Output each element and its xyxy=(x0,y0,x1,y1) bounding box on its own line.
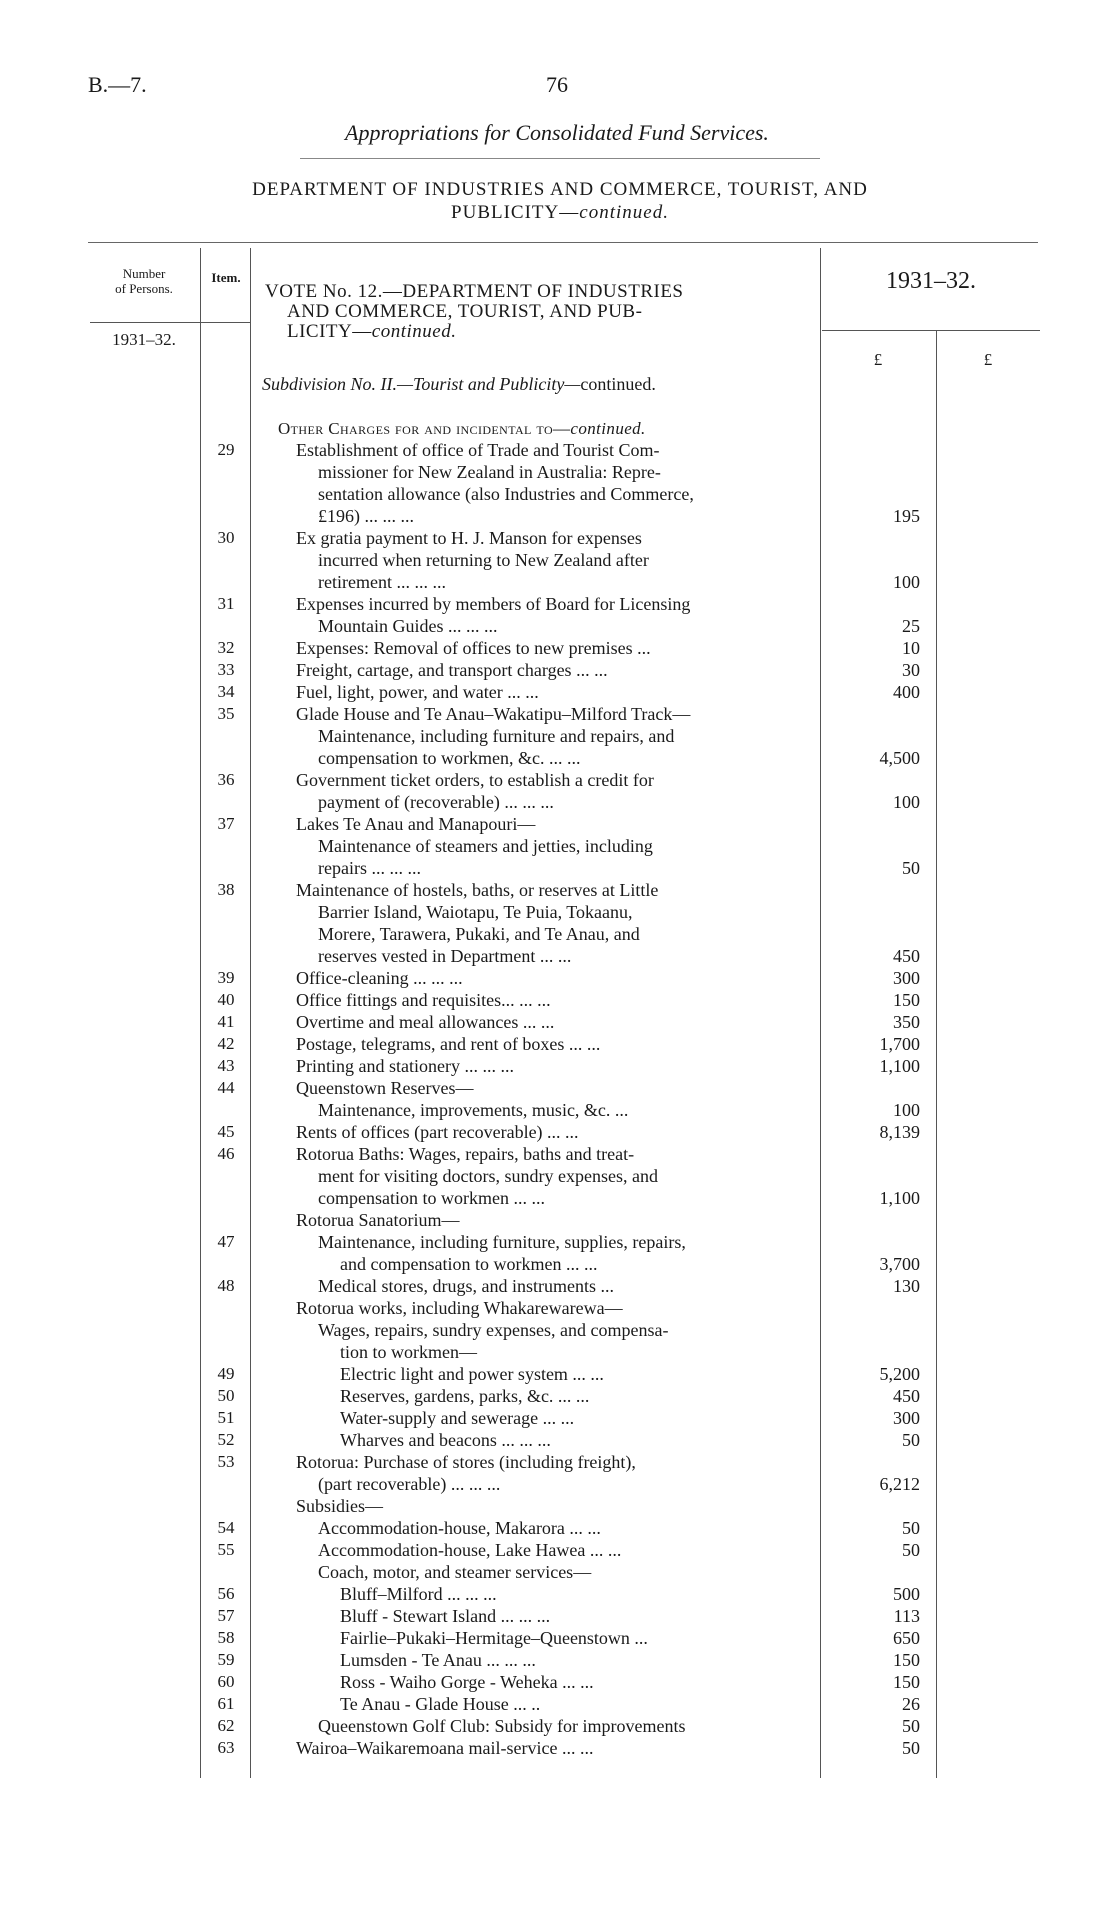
table-row xyxy=(0,1319,1114,1363)
item-number: 42 xyxy=(217,1034,235,1053)
item-description xyxy=(340,1649,806,1671)
table-row xyxy=(0,1539,1114,1561)
item-description xyxy=(340,1363,806,1385)
item-amount: 50 xyxy=(902,1716,920,1736)
description-line: £196) ... ... ... xyxy=(318,506,414,526)
year-header-rule xyxy=(822,330,1040,331)
table-row xyxy=(0,1495,1114,1517)
item-amount: 300 xyxy=(893,968,920,988)
description-line: Maintenance, including furniture and repairs, and xyxy=(318,726,675,746)
item-number: 32 xyxy=(217,638,235,657)
item-amount: 10 xyxy=(902,638,920,658)
description-line: Barrier Island, Waiotapu, Te Puia, Tokaanu, xyxy=(318,902,633,922)
persons-year-header: 1931–32. xyxy=(112,330,176,349)
item-description xyxy=(296,1143,806,1209)
description-line: and compensation to workmen ... ... xyxy=(340,1254,598,1274)
item-amount: 50 xyxy=(902,1540,920,1560)
item-number: 34 xyxy=(217,682,235,701)
department-continued: continued. xyxy=(579,202,669,223)
item-description xyxy=(296,1495,806,1517)
table-row xyxy=(0,637,1114,659)
item-number: 40 xyxy=(217,990,235,1009)
table-row xyxy=(0,1033,1114,1055)
item-description xyxy=(318,1319,806,1363)
table-row xyxy=(0,439,1114,527)
subdivision-continued: continued. xyxy=(580,374,656,394)
item-amount: 25 xyxy=(902,616,920,636)
description-line: Coach, motor, and steamer services— xyxy=(318,1562,592,1582)
vote-continued: continued. xyxy=(371,321,457,342)
description-line: reserves vested in Department ... ... xyxy=(318,946,572,966)
item-description xyxy=(318,1231,806,1275)
description-line: Queenstown Reserves— xyxy=(296,1078,474,1098)
item-amount: 150 xyxy=(893,990,920,1010)
item-number: 41 xyxy=(217,1012,235,1031)
item-description xyxy=(318,1275,806,1297)
item-number: 44 xyxy=(217,1078,235,1097)
description-line: Lakes Te Anau and Manapouri— xyxy=(296,814,536,834)
item-description xyxy=(296,1121,806,1143)
item-amount: 50 xyxy=(902,858,920,878)
table-row xyxy=(0,593,1114,637)
item-amount: 100 xyxy=(893,572,920,592)
table-row xyxy=(0,967,1114,989)
item-amount: 350 xyxy=(893,1012,920,1032)
section-heading-continued: continued. xyxy=(570,419,646,438)
table-row xyxy=(0,1275,1114,1297)
item-description xyxy=(340,1429,806,1451)
table-row xyxy=(0,1385,1114,1407)
item-description xyxy=(340,1693,806,1715)
item-number: 63 xyxy=(217,1738,235,1757)
item-number: 45 xyxy=(217,1122,235,1141)
item-number: 56 xyxy=(217,1584,235,1603)
item-description xyxy=(296,1055,806,1077)
item-amount: 8,139 xyxy=(879,1122,920,1142)
item-number: 54 xyxy=(217,1518,235,1537)
description-line: payment of (recoverable) ... ... ... xyxy=(318,792,554,812)
description-line: Maintenance, including furniture, supplies, repairs, xyxy=(318,1232,686,1252)
description-line: Bluff - Stewart Island ... ... ... xyxy=(340,1606,551,1626)
table-row xyxy=(0,769,1114,813)
description-line: Office-cleaning ... ... ... xyxy=(296,968,463,988)
table-row xyxy=(0,1517,1114,1539)
item-number: 33 xyxy=(217,660,235,679)
item-number: 46 xyxy=(217,1144,235,1163)
item-amount: 50 xyxy=(902,1518,920,1538)
table-row xyxy=(0,1693,1114,1715)
section-heading xyxy=(278,419,646,439)
persons-header-rule xyxy=(90,322,200,323)
vote-line-2: AND COMMERCE, TOURIST, AND PUB- xyxy=(287,301,643,322)
item-amount: 113 xyxy=(893,1606,920,1626)
description-line: Printing and stationery ... ... ... xyxy=(296,1056,514,1076)
description-line: Lumsden - Te Anau ... ... ... xyxy=(340,1650,536,1670)
item-amount: 1,700 xyxy=(879,1034,920,1054)
description-line: Subsidies— xyxy=(296,1496,384,1516)
section-heading-main: Other Charges for and incidental to— xyxy=(278,419,571,438)
item-header: Item. xyxy=(211,270,241,285)
item-description xyxy=(296,769,806,813)
description-line: Medical stores, drugs, and instruments ... xyxy=(318,1276,614,1296)
item-amount: 100 xyxy=(893,1100,920,1120)
item-description xyxy=(296,637,806,659)
item-amount: 100 xyxy=(893,792,920,812)
description-line: Wairoa–Waikaremoana mail-service ... ... xyxy=(296,1738,594,1758)
description-line: Rotorua: Purchase of stores (including freight), xyxy=(296,1452,636,1472)
item-amount: 26 xyxy=(902,1694,920,1714)
item-description xyxy=(340,1605,806,1627)
description-line: Water-supply and sewerage ... ... xyxy=(340,1408,575,1428)
number-of-persons-header xyxy=(90,266,198,296)
table-row xyxy=(0,1209,1114,1231)
amount-year-header: 1931–32. xyxy=(886,268,976,294)
description-line: Accommodation-house, Lake Hawea ... ... xyxy=(318,1540,622,1560)
item-amount: 300 xyxy=(893,1408,920,1428)
description-line: Maintenance of steamers and jetties, including xyxy=(318,836,653,856)
table-row xyxy=(0,1583,1114,1605)
item-amount: 450 xyxy=(893,946,920,966)
description-line: Government ticket orders, to establish a credit for xyxy=(296,770,654,790)
description-line: incurred when returning to New Zealand after xyxy=(318,550,649,570)
description-line: Ross - Waiho Gorge - Weheka ... ... xyxy=(340,1672,594,1692)
item-amount: 195 xyxy=(893,506,920,526)
item-amount: 6,212 xyxy=(879,1474,920,1494)
vote-line-3-main: LICITY— xyxy=(287,321,372,342)
description-line: Maintenance of hostels, baths, or reserves at Little xyxy=(296,880,659,900)
table-row xyxy=(0,1011,1114,1033)
description-line: Office fittings and requisites... ... ... xyxy=(296,990,551,1010)
table-row xyxy=(0,659,1114,681)
description-line: Establishment of office of Trade and Tourist Com- xyxy=(296,440,660,460)
item-amount: 50 xyxy=(902,1430,920,1450)
item-description xyxy=(296,967,806,989)
description-line: Overtime and meal allowances ... ... xyxy=(296,1012,555,1032)
item-number: 37 xyxy=(217,814,235,833)
number-of-persons-line-2: of Persons. xyxy=(115,281,173,296)
item-amount: 30 xyxy=(902,660,920,680)
table-row xyxy=(0,1649,1114,1671)
description-line: Electric light and power system ... ... xyxy=(340,1364,604,1384)
item-description xyxy=(296,439,806,527)
table-row xyxy=(0,681,1114,703)
title-rule xyxy=(300,158,820,159)
description-line: Rents of offices (part recoverable) ... ... xyxy=(296,1122,579,1142)
item-description xyxy=(296,593,806,637)
item-description xyxy=(296,1737,806,1759)
item-description xyxy=(340,1627,806,1649)
item-description xyxy=(318,1715,806,1737)
item-number: 59 xyxy=(217,1650,235,1669)
item-description xyxy=(340,1583,806,1605)
description-line: Rotorua works, including Whakarewarewa— xyxy=(296,1298,623,1318)
item-description xyxy=(318,1539,806,1561)
description-line: compensation to workmen, &c. ... ... xyxy=(318,748,581,768)
table-row xyxy=(0,1363,1114,1385)
description-line: Expenses: Removal of offices to new premises ... xyxy=(296,638,651,658)
item-description xyxy=(296,1033,806,1055)
table-row xyxy=(0,813,1114,879)
item-number: 35 xyxy=(217,704,235,723)
description-line: Ex gratia payment to H. J. Manson for expenses xyxy=(296,528,642,548)
item-amount: 50 xyxy=(902,1738,920,1758)
table-top-rule xyxy=(88,242,1038,243)
item-amount: 130 xyxy=(893,1276,920,1296)
description-line: Expenses incurred by members of Board for Licensing xyxy=(296,594,691,614)
table-row xyxy=(0,703,1114,769)
table-row xyxy=(0,1627,1114,1649)
page-title: Appropriations for Consolidated Fund Services. xyxy=(345,120,769,145)
department-line-1: DEPARTMENT OF INDUSTRIES AND COMMERCE, TOURIST, AND xyxy=(252,179,868,200)
pound-sign-right: £ xyxy=(983,350,993,369)
item-number: 29 xyxy=(217,440,235,459)
item-number: 48 xyxy=(217,1276,235,1295)
table-row xyxy=(0,1297,1114,1319)
description-line: Reserves, gardens, parks, &c. ... ... xyxy=(340,1386,590,1406)
table-row xyxy=(0,1429,1114,1451)
item-description xyxy=(340,1385,806,1407)
table-row xyxy=(0,1671,1114,1693)
description-line: ment for visiting doctors, sundry expenses, and xyxy=(318,1166,658,1186)
item-number: 55 xyxy=(217,1540,235,1559)
subdivision-heading xyxy=(262,374,656,395)
description-line: (part recoverable) ... ... ... xyxy=(318,1474,501,1494)
table-row xyxy=(0,1715,1114,1737)
item-description xyxy=(296,527,806,593)
table-row xyxy=(0,1451,1114,1495)
description-line: Te Anau - Glade House ... .. xyxy=(340,1694,541,1714)
vote-heading xyxy=(265,282,805,342)
item-number: 47 xyxy=(217,1232,235,1251)
description-line: Wharves and beacons ... ... ... xyxy=(340,1430,551,1450)
item-header-rule xyxy=(200,322,250,323)
item-description xyxy=(296,659,806,681)
table-row xyxy=(0,1077,1114,1121)
item-description xyxy=(296,1297,806,1319)
item-description xyxy=(340,1671,806,1693)
item-number: 57 xyxy=(217,1606,235,1625)
item-number: 61 xyxy=(217,1694,235,1713)
vote-line-1: VOTE No. 12.—DEPARTMENT OF INDUSTRIES xyxy=(265,281,684,302)
description-line: Glade House and Te Anau–Wakatipu–Milford Track— xyxy=(296,704,691,724)
item-description xyxy=(296,989,806,1011)
page-number: 76 xyxy=(546,72,568,97)
item-number: 53 xyxy=(217,1452,235,1471)
description-line: Rotorua Baths: Wages, repairs, baths and treat- xyxy=(296,1144,635,1164)
description-line: Morere, Tarawera, Pukaki, and Te Anau, and xyxy=(318,924,640,944)
item-amount: 450 xyxy=(893,1386,920,1406)
item-number: 50 xyxy=(217,1386,235,1405)
item-amount: 3,700 xyxy=(879,1254,920,1274)
item-description xyxy=(340,1407,806,1429)
item-number: 60 xyxy=(217,1672,235,1691)
item-number: 52 xyxy=(217,1430,235,1449)
appropriation-rows xyxy=(0,439,1114,1759)
description-line: Fuel, light, power, and water ... ... xyxy=(296,682,539,702)
description-line: repairs ... ... ... xyxy=(318,858,421,878)
item-amount: 1,100 xyxy=(879,1188,920,1208)
table-row xyxy=(0,879,1114,967)
item-description xyxy=(296,1077,806,1121)
department-line-2-main: PUBLICITY— xyxy=(451,202,580,223)
item-amount: 150 xyxy=(893,1672,920,1692)
description-line: Freight, cartage, and transport charges ... ... xyxy=(296,660,608,680)
table-row xyxy=(0,1055,1114,1077)
description-line: missioner for New Zealand in Australia: Repre- xyxy=(318,462,661,482)
item-number: 39 xyxy=(217,968,235,987)
number-of-persons-line-1: Number xyxy=(122,266,166,281)
description-line: Wages, repairs, sundry expenses, and compensa- xyxy=(318,1320,669,1340)
item-number: 36 xyxy=(217,770,235,789)
subdivision-main: Subdivision No. II.—Tourist and Publicity— xyxy=(262,374,581,394)
item-number: 58 xyxy=(217,1628,235,1647)
item-description xyxy=(296,681,806,703)
item-description xyxy=(296,1011,806,1033)
document-reference: B.—7. xyxy=(88,72,147,97)
description-line: Fairlie–Pukaki–Hermitage–Queenstown ... xyxy=(340,1628,648,1648)
item-amount: 1,100 xyxy=(879,1056,920,1076)
item-number: 62 xyxy=(217,1716,235,1735)
item-amount: 5,200 xyxy=(879,1364,920,1384)
item-number: 30 xyxy=(217,528,235,547)
description-line: sentation allowance (also Industries and Commerce, xyxy=(318,484,694,504)
table-row xyxy=(0,1561,1114,1583)
item-number: 31 xyxy=(217,594,235,613)
table-row xyxy=(0,989,1114,1011)
description-line: Accommodation-house, Makarora ... ... xyxy=(318,1518,601,1538)
item-description xyxy=(296,813,806,879)
item-number: 38 xyxy=(217,880,235,899)
item-number: 49 xyxy=(217,1364,235,1383)
description-line: Postage, telegrams, and rent of boxes ... ... xyxy=(296,1034,601,1054)
item-number: 51 xyxy=(217,1408,235,1427)
item-description xyxy=(318,1561,806,1583)
department-heading xyxy=(150,178,970,224)
description-line: Rotorua Sanatorium— xyxy=(296,1210,460,1230)
description-line: Queenstown Golf Club: Subsidy for improvements xyxy=(318,1716,686,1736)
item-amount: 4,500 xyxy=(879,748,920,768)
table-row xyxy=(0,1143,1114,1209)
table-row xyxy=(0,1407,1114,1429)
item-description xyxy=(296,1209,806,1231)
description-line: retirement ... ... ... xyxy=(318,572,446,592)
description-line: Bluff–Milford ... ... ... xyxy=(340,1584,497,1604)
table-row xyxy=(0,1737,1114,1759)
item-description xyxy=(296,879,806,967)
item-amount: 500 xyxy=(893,1584,920,1604)
table-row xyxy=(0,1121,1114,1143)
item-amount: 150 xyxy=(893,1650,920,1670)
item-description xyxy=(296,703,806,769)
description-line: compensation to workmen ... ... xyxy=(318,1188,545,1208)
item-amount: 650 xyxy=(893,1628,920,1648)
table-row xyxy=(0,527,1114,593)
description-line: Maintenance, improvements, music, &c. ... xyxy=(318,1100,629,1120)
item-description xyxy=(318,1517,806,1539)
vote-line-3 xyxy=(265,322,805,342)
item-description xyxy=(296,1451,806,1495)
department-line-2 xyxy=(150,201,970,224)
description-line: tion to workmen— xyxy=(340,1342,477,1362)
table-row xyxy=(0,1605,1114,1627)
pound-sign-left: £ xyxy=(873,350,883,369)
item-number: 43 xyxy=(217,1056,235,1075)
item-amount: 400 xyxy=(893,682,920,702)
description-line: Mountain Guides ... ... ... xyxy=(318,616,498,636)
table-row xyxy=(0,1231,1114,1275)
